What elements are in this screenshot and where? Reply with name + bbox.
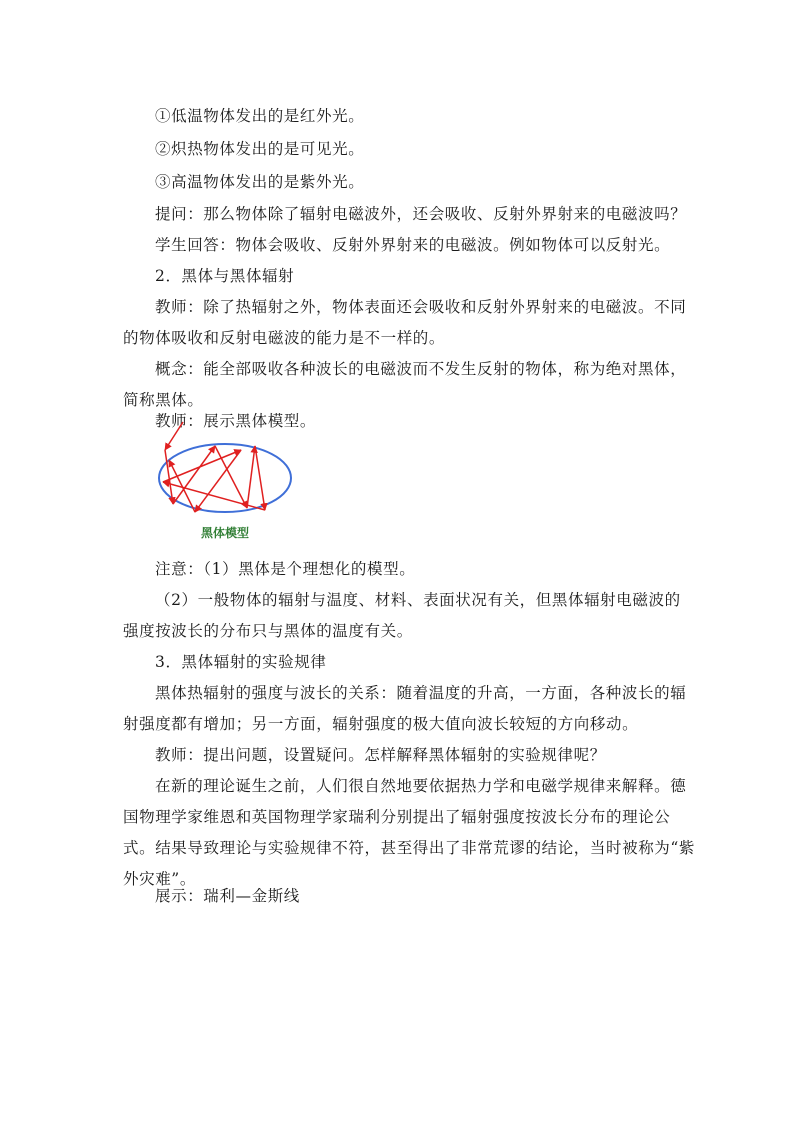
paragraph-line: 强度按波长的分布只与黑体的温度有关。: [123, 622, 413, 640]
section-heading: 2．黑体与黑体辐射: [155, 267, 295, 285]
paragraph-line: 概念：能全部吸收各种波长的电磁波而不发生反射的物体，称为绝对黑体，: [155, 360, 687, 378]
paragraph-line: 式。结果导致理论与实验规律不符，甚至得出了非常荒谬的结论，当时被称为“紫: [123, 839, 696, 857]
paragraph-line: 射强度都有增加；另一方面，辐射强度的极大值向波长较短的方向移动。: [123, 715, 639, 733]
paragraph-line: 学生回答：物体会吸收、反射外界射来的电磁波。例如物体可以反射光。: [155, 236, 671, 254]
paragraph-line: 的物体吸收和反射电磁波的能力是不一样的。: [123, 329, 446, 347]
paragraph-line: 简称黑体。: [123, 391, 204, 409]
paragraph-line: 教师：除了热辐射之外，物体表面还会吸收和反射外界射来的电磁波。不同: [155, 298, 687, 316]
paragraph-line: 教师：提出问题，设置疑问。怎样解释黑体辐射的实验规律呢？: [155, 746, 606, 764]
paragraph-line: 教师：展示黑体模型。: [155, 412, 317, 430]
list-item: ②炽热物体发出的是可见光。: [155, 140, 365, 158]
paragraph-line: 黑体热辐射的强度与波长的关系：随着温度的升高，一方面，各种波长的辐: [155, 684, 687, 702]
blackbody-diagram: [155, 420, 295, 530]
paragraph-line: 注意：（1）黑体是个理想化的模型。: [155, 560, 416, 578]
paragraph-line: 展示：瑞利—金斯线: [155, 887, 300, 905]
list-item: ③高温物体发出的是紫外光。: [155, 173, 365, 191]
paragraph-line: 国物理学家维恩和英国物理学家瑞利分别提出了辐射强度按波长分布的理论公: [123, 808, 671, 826]
paragraph-line: 提问：那么物体除了辐射电磁波外，还会吸收、反射外界射来的电磁波吗？: [155, 205, 687, 223]
reflected-rays: [163, 422, 265, 512]
list-item: ①低温物体发出的是红外光。: [155, 107, 365, 125]
paragraph-line: 在新的理论诞生之前，人们很自然地要依据热力学和电磁学规律来解释。德: [155, 777, 687, 795]
paragraph-line: 外灾难”。: [123, 870, 196, 888]
section-heading: 3．黑体辐射的实验规律: [155, 653, 327, 671]
figure-caption: 黑体模型: [201, 526, 250, 540]
paragraph-line: （2）一般物体的辐射与温度、材料、表面状况有关，但黑体辐射电磁波的: [155, 591, 681, 609]
